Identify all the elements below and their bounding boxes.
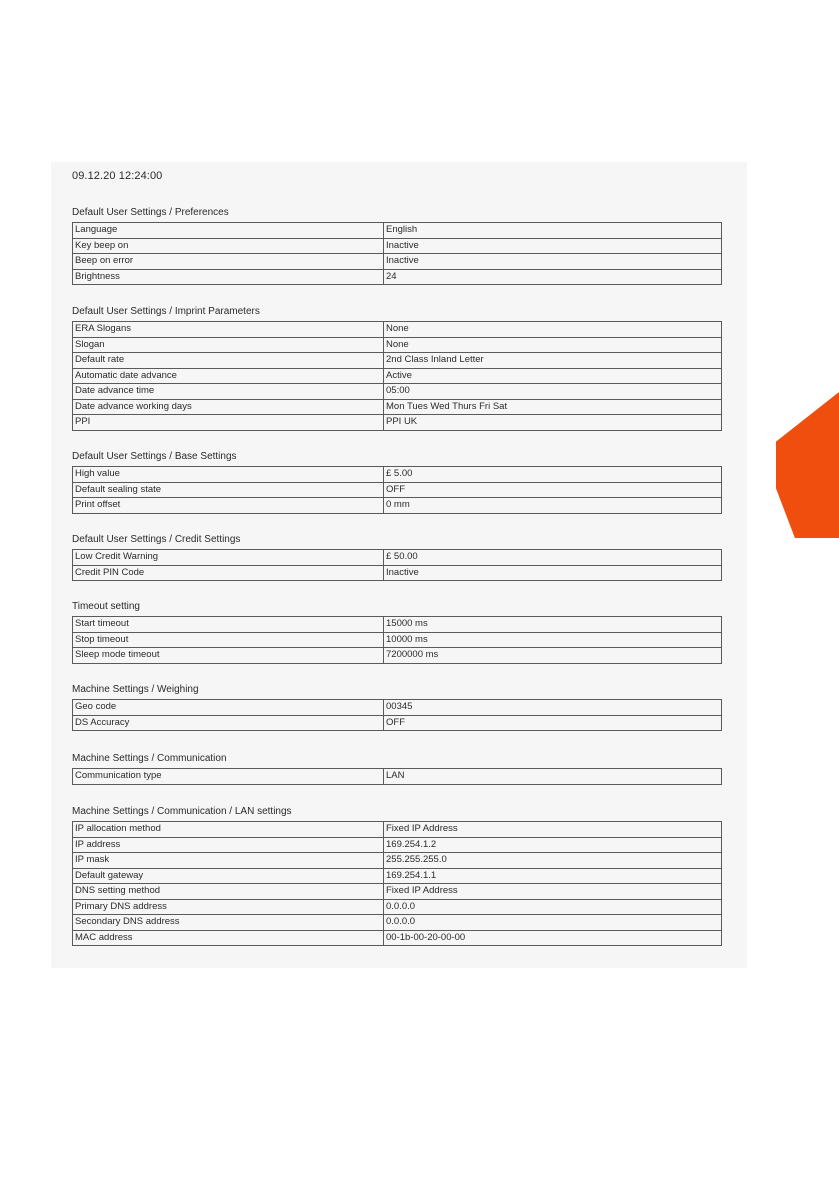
setting-value: Fixed IP Address bbox=[384, 884, 722, 900]
table-row bbox=[73, 837, 722, 853]
setting-name: ERA Slogans bbox=[73, 322, 384, 338]
setting-value: 0.0.0.0 bbox=[384, 915, 722, 931]
setting-name: Date advance working days bbox=[73, 399, 384, 415]
table-row bbox=[73, 700, 722, 716]
setting-value: 05:00 bbox=[384, 384, 722, 400]
setting-value: English bbox=[384, 223, 722, 239]
setting-value: 169.254.1.1 bbox=[384, 868, 722, 884]
section-title: Default User Settings / Base Settings bbox=[72, 451, 237, 462]
setting-name: Primary DNS address bbox=[73, 899, 384, 915]
settings-section bbox=[72, 306, 724, 431]
table-row bbox=[73, 269, 722, 285]
setting-name: IP address bbox=[73, 837, 384, 853]
table-row bbox=[73, 415, 722, 431]
setting-value: PPI UK bbox=[384, 415, 722, 431]
section-title: Machine Settings / Weighing bbox=[72, 684, 199, 695]
setting-value: £ 5.00 bbox=[384, 467, 722, 483]
setting-name: MAC address bbox=[73, 930, 384, 946]
table-row bbox=[73, 822, 722, 838]
section-title: Default User Settings / Imprint Parameters bbox=[72, 306, 260, 317]
table-row bbox=[73, 853, 722, 869]
setting-value: 2nd Class Inland Letter bbox=[384, 353, 722, 369]
section-title: Default User Settings / Preferences bbox=[72, 207, 229, 218]
scanned-settings-report bbox=[51, 162, 747, 968]
setting-name: Credit PIN Code bbox=[73, 565, 384, 581]
setting-name: Default gateway bbox=[73, 868, 384, 884]
settings-section bbox=[72, 806, 724, 946]
table-row bbox=[73, 617, 722, 633]
settings-table bbox=[72, 821, 722, 946]
section-title: Default User Settings / Credit Settings bbox=[72, 534, 241, 545]
table-row bbox=[73, 482, 722, 498]
setting-name: Default rate bbox=[73, 353, 384, 369]
setting-value: 0 mm bbox=[384, 498, 722, 514]
setting-value: None bbox=[384, 337, 722, 353]
settings-table bbox=[72, 222, 722, 285]
setting-name: DS Accuracy bbox=[73, 715, 384, 731]
settings-table bbox=[72, 768, 722, 785]
setting-value: 0.0.0.0 bbox=[384, 899, 722, 915]
table-row bbox=[73, 254, 722, 270]
section-title: Machine Settings / Communication / LAN settings bbox=[72, 806, 292, 817]
settings-table bbox=[72, 616, 722, 664]
report-timestamp: 09.12.20 12:24:00 bbox=[72, 170, 163, 182]
setting-value: 00345 bbox=[384, 700, 722, 716]
table-row bbox=[73, 368, 722, 384]
table-row bbox=[73, 899, 722, 915]
settings-section bbox=[72, 684, 724, 731]
setting-value: Mon Tues Wed Thurs Fri Sat bbox=[384, 399, 722, 415]
setting-name: High value bbox=[73, 467, 384, 483]
table-row bbox=[73, 223, 722, 239]
setting-name: Language bbox=[73, 223, 384, 239]
setting-value: 15000 ms bbox=[384, 617, 722, 633]
setting-name: Date advance time bbox=[73, 384, 384, 400]
setting-name: DNS setting method bbox=[73, 884, 384, 900]
setting-value: 10000 ms bbox=[384, 632, 722, 648]
settings-section bbox=[72, 207, 724, 285]
setting-value: Inactive bbox=[384, 254, 722, 270]
section-title: Timeout setting bbox=[72, 601, 140, 612]
setting-value: OFF bbox=[384, 715, 722, 731]
table-row bbox=[73, 915, 722, 931]
setting-name: IP mask bbox=[73, 853, 384, 869]
section-title: Machine Settings / Communication bbox=[72, 753, 227, 764]
setting-name: Print offset bbox=[73, 498, 384, 514]
setting-name: Geo code bbox=[73, 700, 384, 716]
setting-name: Beep on error bbox=[73, 254, 384, 270]
table-row bbox=[73, 353, 722, 369]
settings-section bbox=[72, 451, 724, 514]
setting-name: Default sealing state bbox=[73, 482, 384, 498]
setting-value: Fixed IP Address bbox=[384, 822, 722, 838]
setting-value: OFF bbox=[384, 482, 722, 498]
table-row bbox=[73, 399, 722, 415]
table-row bbox=[73, 632, 722, 648]
setting-name: PPI bbox=[73, 415, 384, 431]
setting-name: Sleep mode timeout bbox=[73, 648, 384, 664]
table-row bbox=[73, 384, 722, 400]
settings-table bbox=[72, 549, 722, 581]
setting-name: Secondary DNS address bbox=[73, 915, 384, 931]
table-row bbox=[73, 769, 722, 785]
settings-table bbox=[72, 321, 722, 431]
setting-value: 00-1b-00-20-00-00 bbox=[384, 930, 722, 946]
setting-value: Inactive bbox=[384, 565, 722, 581]
table-row bbox=[73, 238, 722, 254]
setting-value: 169.254.1.2 bbox=[384, 837, 722, 853]
setting-value: 24 bbox=[384, 269, 722, 285]
setting-value: 255.255.255.0 bbox=[384, 853, 722, 869]
setting-name: Stop timeout bbox=[73, 632, 384, 648]
setting-name: Communication type bbox=[73, 769, 384, 785]
setting-value: None bbox=[384, 322, 722, 338]
table-row bbox=[73, 884, 722, 900]
setting-name: Key beep on bbox=[73, 238, 384, 254]
setting-value: £ 50.00 bbox=[384, 550, 722, 566]
table-row bbox=[73, 648, 722, 664]
setting-value: LAN bbox=[384, 769, 722, 785]
table-row bbox=[73, 337, 722, 353]
settings-section bbox=[72, 753, 724, 785]
setting-value: 7200000 ms bbox=[384, 648, 722, 664]
table-row bbox=[73, 322, 722, 338]
table-row bbox=[73, 868, 722, 884]
setting-name: Start timeout bbox=[73, 617, 384, 633]
settings-table bbox=[72, 466, 722, 514]
tab-marker-accent bbox=[776, 392, 839, 538]
setting-name: Slogan bbox=[73, 337, 384, 353]
table-row bbox=[73, 565, 722, 581]
setting-name: IP allocation method bbox=[73, 822, 384, 838]
setting-value: Inactive bbox=[384, 238, 722, 254]
setting-name: Low Credit Warning bbox=[73, 550, 384, 566]
setting-name: Brightness bbox=[73, 269, 384, 285]
table-row bbox=[73, 715, 722, 731]
setting-name: Automatic date advance bbox=[73, 368, 384, 384]
table-row bbox=[73, 550, 722, 566]
table-row bbox=[73, 930, 722, 946]
settings-section bbox=[72, 601, 724, 664]
table-row bbox=[73, 498, 722, 514]
setting-value: Active bbox=[384, 368, 722, 384]
settings-table bbox=[72, 699, 722, 731]
table-row bbox=[73, 467, 722, 483]
settings-section bbox=[72, 534, 724, 581]
